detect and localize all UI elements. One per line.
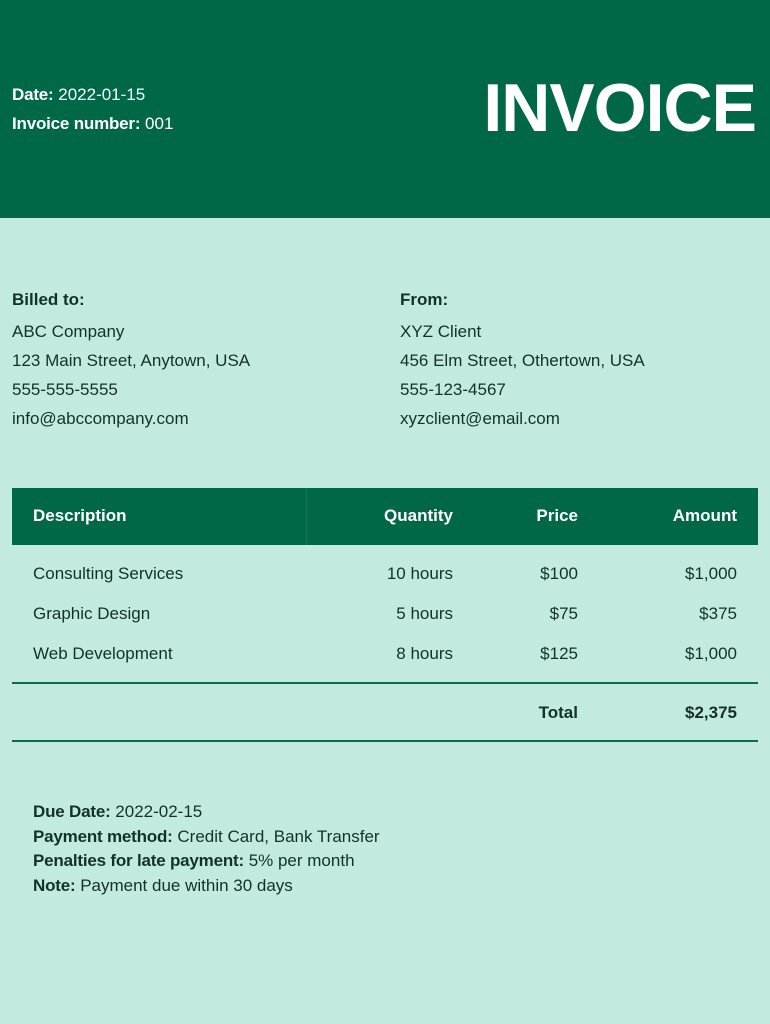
late-penalty-label: Penalties for late payment: [33, 851, 244, 870]
invoice-number-label: Invoice number: [12, 114, 141, 133]
from-name: XYZ Client [400, 322, 482, 341]
from-heading: From: [400, 290, 449, 309]
payment-terms [33, 801, 380, 899]
row-description: Consulting Services [33, 564, 184, 583]
table-body [12, 560, 758, 680]
table-header [12, 488, 758, 545]
column-header-price: Price [536, 506, 578, 525]
billed-to-phone: 555-555-5555 [12, 380, 118, 399]
row-price: $75 [549, 604, 578, 623]
total-value: $2,375 [685, 703, 737, 722]
invoice-number-value: 001 [145, 114, 174, 133]
header-divider [306, 488, 307, 545]
billed-to-address: 123 Main Street, Anytown, USA [12, 351, 251, 370]
row-amount: $1,000 [685, 644, 737, 663]
total-row [12, 700, 758, 726]
table-row [12, 560, 758, 600]
payment-method-label: Payment method: [33, 826, 173, 846]
from-block [400, 290, 645, 438]
row-quantity: 10 hours [386, 564, 453, 583]
column-header-quantity: Quantity [384, 506, 453, 525]
row-description: Graphic Design [33, 604, 151, 623]
row-amount: $1,000 [685, 564, 737, 583]
column-header-description: Description [33, 506, 127, 525]
invoice-date [12, 84, 173, 113]
billed-to-email: info@abccompany.com [12, 409, 189, 428]
invoice-number [12, 113, 173, 142]
invoice-header [0, 0, 770, 218]
row-description: Web Development [33, 644, 173, 663]
table-row [12, 640, 758, 680]
total-label: Total [538, 703, 578, 722]
date-label: Date: [12, 85, 54, 104]
total-bottom-rule [12, 740, 758, 742]
due-date-value: 2022-02-15 [115, 802, 203, 821]
note-value: Payment due within 30 days [80, 875, 293, 895]
payment-method-value: Credit Card, Bank Transfer [177, 826, 380, 846]
total-top-rule [12, 682, 758, 684]
row-quantity: 8 hours [396, 644, 453, 663]
billed-to-block [12, 290, 250, 438]
table-row [12, 600, 758, 640]
date-value: 2022-01-15 [58, 85, 146, 104]
from-address: 456 Elm Street, Othertown, USA [400, 351, 645, 370]
note-label: Note: [33, 875, 76, 895]
row-quantity: 5 hours [396, 604, 453, 623]
invoice-title: INVOICE [483, 70, 756, 146]
payment-method [33, 826, 380, 851]
billed-to-heading: Billed to: [12, 290, 85, 309]
from-email: xyzclient@email.com [400, 409, 560, 428]
row-price: $100 [540, 564, 578, 583]
column-header-amount: Amount [672, 506, 737, 525]
billed-to-name: ABC Company [12, 322, 125, 341]
due-date [33, 801, 380, 826]
row-price: $125 [540, 644, 578, 663]
row-amount: $375 [699, 604, 737, 623]
from-phone: 555-123-4567 [400, 380, 506, 399]
late-penalty [33, 850, 380, 875]
due-date-label: Due Date: [33, 802, 111, 821]
note [33, 875, 380, 900]
late-penalty-value: 5% per month [248, 851, 355, 870]
invoice-meta [12, 84, 173, 142]
